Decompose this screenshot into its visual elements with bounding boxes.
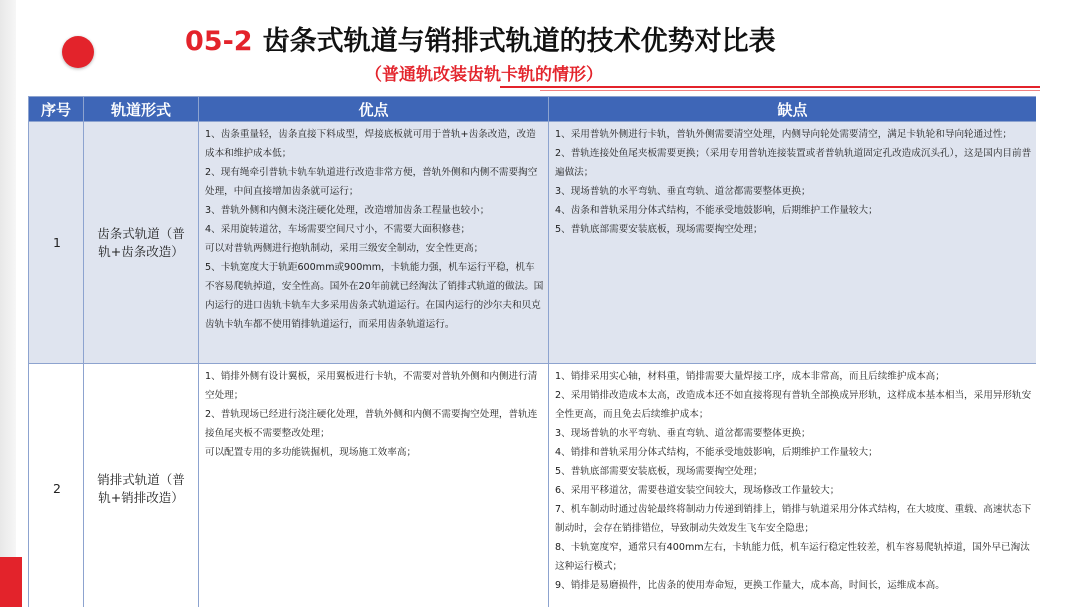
cons-item: 8、卡轨宽度窄，通常只有400mm左右，卡轨能力低，机车运行稳定性较差，机车容易爬轨掉道，国外早已淘汰这种运行模式； (555, 542, 1030, 572)
title-text: 齿条式轨道与销排式轨道的技术优势对比表 (262, 26, 776, 57)
cons-item: 3、现场普轨的水平弯轨、垂直弯轨、道岔都需要整体更换； (555, 428, 811, 439)
pros-cell (199, 364, 549, 607)
cons-item: 4、销排和普轨采用分体式结构，不能承受地鼓影响，后期维护工作量较大； (555, 447, 878, 458)
cons-item: 4、齿条和普轨采用分体式结构，不能承受地鼓影响，后期维护工作量较大； (555, 205, 878, 216)
table-row (29, 364, 1037, 607)
track-type: 齿条式轨道（普轨+齿条改造） (84, 122, 199, 364)
cons-cell (549, 122, 1037, 364)
cons-item: 9、销排是易磨损件，比齿条的使用寿命短，更换工作量大，成本高，时间长，运维成本高。 (555, 580, 945, 591)
column-header-type: 轨道形式 (84, 97, 199, 122)
pros-item: 2、现有绳牵引普轨卡轨车轨道进行改造非常方便，普轨外侧和内侧不需要掏空处理，中间直接增加齿条就可运行； (205, 167, 538, 197)
pros-item: 1、齿条重量轻，齿条直接下料成型，焊接底板就可用于普轨+齿条改造，改造成本和维护成本低； (205, 129, 536, 159)
cons-item: 5、普轨底部需要安装底板，现场需要掏空处理； (555, 466, 763, 477)
pros-cell (199, 122, 549, 364)
pros-item: 4、采用旋转道岔，车场需要空间尺寸小，不需要大面积修巷； (205, 224, 471, 235)
track-type: 销排式轨道（普轨+销排改造） (84, 364, 199, 607)
pros-item: 可以对普轨两侧进行抱轨制动，采用三级安全制动，安全性更高； (205, 243, 484, 254)
cons-item: 1、销排采用实心轴，材料重，销排需要大量焊接工序，成本非常高，而且后续维护成本高； (555, 371, 945, 382)
page-subtitle: （普通轨改装齿轨卡轨的情形） (365, 65, 603, 85)
pros-item: 可以配置专用的多功能铣掘机，现场施工效率高； (205, 447, 417, 458)
table-header-row (29, 97, 1037, 122)
page-title (185, 22, 776, 62)
cons-item: 2、采用销排改造成本太高，改造成本还不如直接将现有普轨全部换成异形轨，这样成本基本相当，采用异形轨安全性更高，而且免去后续维护成本； (555, 390, 1032, 420)
pros-item: 1、销排外侧有设计翼板，采用翼板进行卡轨，不需要对普轨外侧和内侧进行清空处理； (205, 371, 538, 401)
row-index: 1 (29, 122, 84, 364)
red-circle-icon (62, 36, 94, 68)
pros-item: 3、普轨外侧和内侧未浇注硬化处理，改造增加齿条工程量也较小； (205, 205, 490, 216)
column-header-pros: 优点 (199, 97, 549, 122)
column-header-index: 序号 (29, 97, 84, 122)
cons-item: 3、现场普轨的水平弯轨、垂直弯轨、道岔都需要整体更换； (555, 186, 811, 197)
comparison-table-container (28, 96, 1036, 607)
table-row (29, 122, 1037, 364)
cons-item: 7、机车制动时通过齿轮最终将制动力传递到销排上，销排与轨道采用分体式结构，在大坡度、重载、高速状态下制动时，会存在销排错位，导致制动失效发生飞车安全隐患； (555, 504, 1032, 534)
section-number: 05-2 (185, 26, 253, 57)
cons-cell (549, 364, 1037, 607)
left-decor-bar (0, 0, 16, 607)
cons-item: 2、普轨连接处鱼尾夹板需要更换；（采用专用普轨连接装置或者普轨轨道固定孔改造成沉头孔），这是国内目前普遍做法； (555, 148, 1032, 178)
column-header-cons: 缺点 (549, 97, 1037, 122)
row-index: 2 (29, 364, 84, 607)
title-underline (500, 86, 1040, 92)
cons-item: 5、普轨底部需要安装底板，现场需要掏空处理； (555, 224, 763, 235)
pros-item: 5、卡轨宽度大于轨距600mm或900mm，卡轨能力强，机车运行平稳，机车不容易爬轨掉道，安全性高。国外在20年前就已经淘汰了销排式轨道的做法。国内运行的进口齿轨卡轨车大多采用齿条式轨道运行。在国内运行的沙尔夫和贝克齿轨卡轨车都不使用销排轨道运行，而采用齿条轨道运行。 (205, 262, 544, 330)
pros-item: 2、普轨现场已经进行浇注硬化处理，普轨外侧和内侧不需要掏空处理，普轨连接鱼尾夹板不需要整改处理； (205, 409, 538, 439)
cons-item: 6、采用平移道岔，需要巷道安装空间较大，现场修改工作量较大； (555, 485, 840, 496)
cons-item: 1、采用普轨外侧进行卡轨，普轨外侧需要清空处理，内侧导向轮处需要清空，满足卡轨轮和导向轮通过性； (555, 129, 1013, 140)
comparison-table (28, 96, 1036, 607)
